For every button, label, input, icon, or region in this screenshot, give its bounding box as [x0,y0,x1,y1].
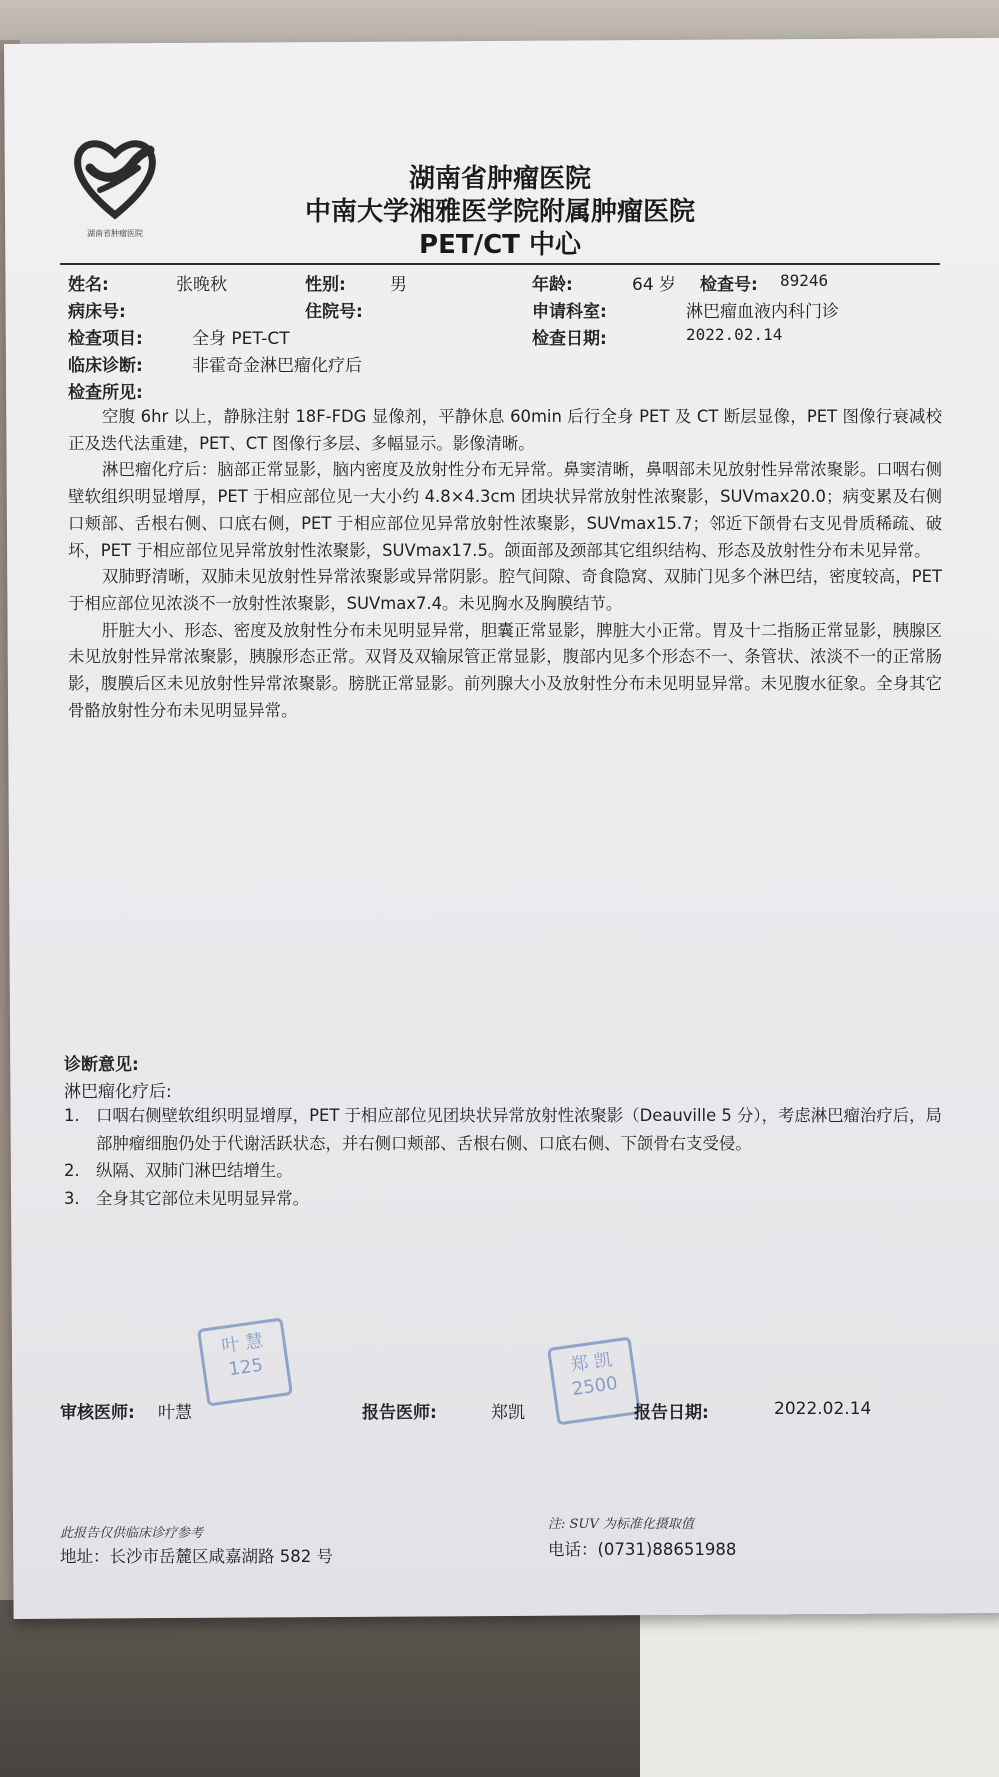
diagnosis-item-number: 3. [64,1188,80,1208]
reviewer-label: 审核医师: [60,1403,135,1423]
center-name: PET/CT 中心 [419,230,581,260]
report-date: 2022.02.14 [774,1399,872,1419]
diagnosis-list [64,1102,944,1212]
sex-label: 性别: [305,275,346,295]
diagnosis-item-text: 全身其它部位未见明显异常。 [96,1188,310,1208]
hospital-phone: 电话：(0731)88651988 [548,1540,737,1559]
diagnosis-intro: 淋巴瘤化疗后: [64,1082,172,1102]
findings-paragraph: 肝脏大小、形态、密度及放射性分布未见明显异常，胆囊正常显影，脾脏大小正常。胃及十二指肠正常显影，胰腺区未见放射性异常浓聚影，胰腺形态正常。双肾及双输尿管正常显影，腹部内见多个形态不一、条管状、浓淡不一的正常肠影，腹膜后区未见放射性异常浓聚影。膀胱正常显影。前列腺大小及放射性分布未见明显异常。未见腹水征象。全身其它骨骼放射性分布未见明显异常。 [68,620,942,720]
diagnosis-item-number: 1. [64,1106,80,1125]
hospital-address: 地址：长沙市岳麓区咸嘉湖路 582 号 [60,1547,333,1566]
reviewer-stamp-name: 叶 慧 [220,1330,265,1357]
findings-body [68,404,942,724]
header-rule [60,263,940,265]
patient-sex: 男 [390,275,407,295]
hospital-logo-icon [70,120,160,230]
age-label: 年龄: [532,275,573,295]
report-date-label: 报告日期: [634,1403,709,1423]
diagnosis-item-text: 口咽右侧壁软组织明显增厚，PET 于相应部位见团块状异常放射性浓聚影（Deauville 5 分），考虑淋巴瘤治疗后，局部肿瘤细胞仍处于代谢活跃状态，并右侧口颊部、舌根右侧、口底右侧、下颌骨右支受侵。 [96,1106,942,1153]
clinical-diagnosis: 非霍奇金淋巴瘤化疗后 [192,356,362,376]
findings-paragraph: 淋巴瘤化疗后：脑部正常显影，脑内密度及放射性分布无异常。鼻窦清晰，鼻咽部未见放射性异常浓聚影。口咽右侧壁软组织明显增厚，PET 于相应部位见一大小约 4.8×4.3cm 团块状异常放射性浓聚影，SUVmax20.0；病变累及右侧口颊部、舌根右侧、口底右侧，PET 于相应部位见异常放射性浓聚影，SUVmax15.7；邻近下颌骨右支见骨质稀疏、破坏，PET 于相应部位见异常放射性浓聚影，SUVmax17.5。颌面部及颈部其它组织结构、形态及放射性分布未见异常。 [68,460,942,560]
patient-age: 64 岁 [632,275,677,295]
suv-note: 注: SUV 为标准化摄取值 [548,1517,694,1532]
findings-paragraph: 空腹 6hr 以上，静脉注射 18F-FDG 显像剂，平静休息 60min 后行全身 PET 及 CT 断层显像，PET 图像行衰减校正及迭代法重建，PET、CT 图像行多层、多幅显示。影像清晰。 [68,407,942,453]
reporter-name: 郑凯 [491,1403,525,1423]
reporter-stamp [547,1337,641,1426]
reporter-label: 报告医师: [362,1403,437,1423]
hospital-name-line1: 湖南省肿瘤医院 [408,164,591,194]
logo-caption: 湖南省肿瘤医院 [87,229,143,238]
findings-title: 检查所见: [68,383,143,403]
exam-item-label: 检查项目: [68,329,143,349]
diagnosis-item [64,1157,944,1185]
patient-name: 张晚秋 [176,275,227,295]
reviewer-stamp [197,1317,293,1406]
diagnosis-title: 诊断意见: [64,1055,139,1075]
reporter-stamp-name: 郑 凯 [569,1349,614,1376]
disclaimer-note: 此报告仅供临床诊疗参考 [60,1526,204,1541]
findings-paragraph: 双肺野清晰，双肺未见放射性异常浓聚影或异常阴影。腔气间隙、奇食隐窝、双肺门见多个淋巴结，密度较高，PET 于相应部位见浓淡不一放射性浓聚影，SUVmax7.4。未见胸水及胸膜结节。 [68,567,942,613]
inpatient-label: 住院号: [305,302,363,322]
exam-item: 全身 PET-CT [192,329,290,349]
exam-no: 89246 [780,271,829,290]
clinical-diagnosis-label: 临床诊断: [68,356,143,376]
background-right-sheet [640,1605,999,1777]
bed-label: 病床号: [68,302,126,322]
reviewer-stamp-number: 125 [227,1354,265,1381]
diagnosis-item [64,1102,944,1157]
diagnosis-item-number: 2. [64,1161,80,1180]
hospital-name-line2: 中南大学湘雅医学院附属肿瘤医院 [304,197,695,227]
dept-value: 淋巴瘤血液内科门诊 [686,302,839,322]
exam-date: 2022.02.14 [686,325,783,344]
reporter-stamp-number: 2500 [570,1372,619,1401]
exam-date-label: 检查日期: [532,329,607,349]
name-label: 姓名: [68,275,109,295]
diagnosis-item-text: 纵隔、双肺门淋巴结增生。 [96,1161,293,1180]
reviewer-name: 叶慧 [158,1403,192,1423]
hospital-logo [70,120,160,250]
diagnosis-item [64,1185,944,1213]
exam-no-label: 检查号: [700,275,758,295]
report-paper [4,38,999,1619]
dept-label: 申请科室: [532,302,607,322]
